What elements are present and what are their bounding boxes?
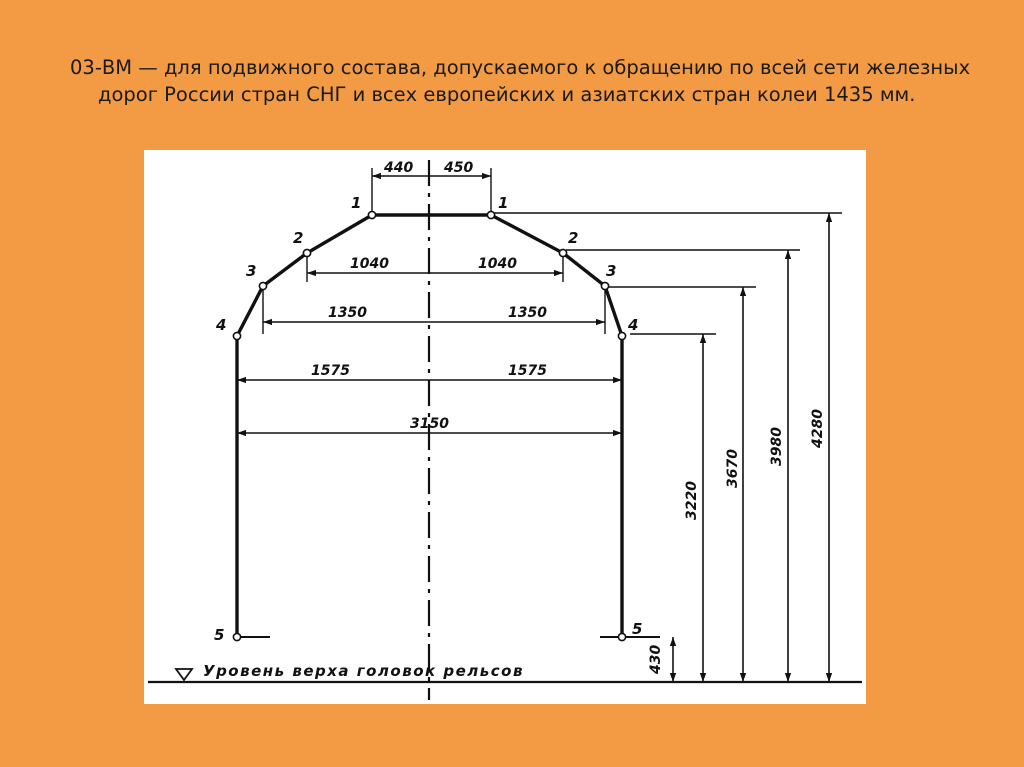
level-triangle-icon [176,669,192,680]
dim-label-1040-left: 1040 [350,256,389,272]
point-label-4-right: 4 [628,316,639,334]
point-label-1-left: 1 [351,194,362,212]
point-label-2-left: 2 [293,229,304,247]
point-label-2-right: 2 [568,229,579,247]
vertex-p2-right [559,249,566,256]
dim-label-4280: 4280 [810,409,826,448]
dim-label-1040-right: 1040 [478,256,517,272]
point-label-3-left: 3 [246,262,257,280]
point-label-5-left: 5 [214,626,225,644]
baseline-label: Уровень верха головок рельсов [203,662,524,680]
vertex-p4-right [618,332,625,339]
vertex-p2-left [303,249,310,256]
vertex-p5-left [233,633,240,640]
point-label-5-right: 5 [632,620,643,638]
vertex-p3-right [601,282,608,289]
point-label-3-right: 3 [606,262,617,280]
dim-label-440: 440 [384,160,414,176]
vertex-p1-left [368,211,375,218]
caption-text: 03-ВМ — для подвижного состава, допускаемого к обращению по всей сети железных дорог России стран СНГ и всех европейских и азиатских стран колеи 1435 мм. [70,56,971,106]
dim-label-3150: 3150 [410,416,449,432]
vertex-p4-left [233,332,240,339]
vertex-p1-right [487,211,494,218]
point-label-1-right: 1 [498,194,509,212]
point-label-4-left: 4 [216,316,227,334]
dim-label-1575-right: 1575 [508,363,547,379]
dim-label-430: 430 [648,644,664,674]
vertex-p3-left [259,282,266,289]
dim-label-1350-right: 1350 [508,305,547,321]
dim-label-450: 450 [444,160,474,176]
vertex-p5-right [618,633,625,640]
dim-label-1350-left: 1350 [328,305,367,321]
dim-label-3980: 3980 [769,427,785,466]
dim-label-3670: 3670 [725,449,741,488]
dim-label-3220: 3220 [684,481,700,520]
dim-label-1575-left: 1575 [311,363,350,379]
